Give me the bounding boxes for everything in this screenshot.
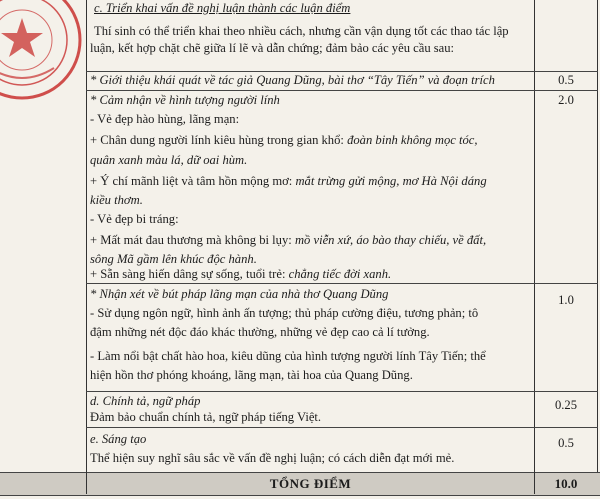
- ready-text: + Sẵn sàng hiến dâng sự sống, tuổi trẻ:: [90, 267, 289, 281]
- section-c-desc-line1: Thí sinh có thể triển khai theo nhiều cách, nhưng cần vận dụng tốt các thao tác lập: [94, 24, 509, 38]
- ready-line: [90, 267, 391, 282]
- section-d-title: d. Chính tả, ngữ pháp: [90, 394, 201, 408]
- heroic-beauty-line: - Vẻ đẹp hào hùng, lãng mạn:: [90, 112, 240, 126]
- style-point2-line2: hiện hồn thơ phóng khoáng, lãng mạn, tài hoa của Quang Dũng.: [90, 368, 413, 382]
- soldier-heading: * Cảm nhận về hình tượng người lính: [90, 93, 280, 107]
- total-divider-left: [86, 472, 87, 494]
- loss-line1: [90, 233, 486, 248]
- official-seal-icon: [0, 0, 85, 103]
- row-divider: [86, 71, 598, 72]
- portrait-text: + Chân dung người lính kiêu hùng trong gian khổ:: [90, 133, 348, 147]
- portrait-quote: đoàn binh không mọc tóc,: [347, 133, 478, 147]
- section-c-title: c. Triển khai vấn đề nghị luận thành các luận điểm: [94, 1, 351, 15]
- loss-quote: mồ viễn xứ, áo bào thay chiếu, về đất,: [294, 233, 487, 247]
- intro-score: 0.5: [558, 73, 574, 87]
- tragic-beauty-line: - Vẻ đẹp bi tráng:: [90, 212, 179, 226]
- row-divider: [86, 90, 598, 91]
- style-heading: * Nhận xét về bút pháp lãng mạn của nhà thơ Quang Dũng: [90, 287, 389, 301]
- style-point1-line2: đậm những nét độc đáo khác thường, những vẻ đẹp cao cả lí tưởng.: [90, 325, 430, 339]
- section-d-score: 0.25: [554, 398, 578, 412]
- portrait-quote-line2: quân xanh màu lá, dữ oai hùm.: [90, 153, 248, 167]
- style-point2-line1: - Làm nổi bật chất hào hoa, kiêu dũng của hình tượng người lính Tây Tiến; thể: [90, 349, 486, 363]
- total-value: 10.0: [554, 476, 578, 491]
- total-divider: [534, 472, 535, 494]
- section-c-desc-line2: luận, kết hợp chặt chẽ giữa lí lẽ và dẫn chứng; đảm bảo các yêu cầu sau:: [90, 41, 455, 55]
- section-d-desc: Đảm bảo chuẩn chính tả, ngữ pháp tiếng Việt.: [90, 410, 322, 424]
- section-e-title: e. Sáng tạo: [90, 432, 147, 446]
- will-text: + Ý chí mãnh liệt và tâm hồn mộng mơ:: [90, 174, 296, 188]
- will-line1: [90, 174, 487, 189]
- style-point1-line1: - Sử dụng ngôn ngữ, hình ảnh ấn tượng; thủ pháp cường điệu, tương phản; tô: [90, 306, 479, 320]
- row-divider: [86, 391, 598, 392]
- ready-quote: chẳng tiếc đời xanh.: [288, 267, 392, 281]
- loss-text: + Mất mát đau thương mà không bi lụy:: [90, 233, 295, 247]
- will-quote-line2: kiều thơm.: [90, 193, 143, 207]
- soldier-score: 2.0: [558, 93, 574, 107]
- row-divider: [86, 427, 598, 428]
- intro-criterion: * Giới thiệu khái quát về tác giả Quang Dũng, bài thơ “Tây Tiến” và đoạn trích: [90, 73, 495, 87]
- section-e-score: 0.5: [558, 436, 574, 450]
- total-label: TỔNG ĐIỂM: [269, 476, 352, 491]
- section-e-desc: Thể hiện suy nghĩ sâu sắc về vấn đề nghị luận; có cách diễn đạt mới mẻ.: [90, 451, 455, 465]
- will-quote: mắt trừng gửi mộng, mơ Hà Nội dáng: [295, 174, 487, 188]
- style-score: 1.0: [558, 293, 574, 307]
- portrait-line1: [90, 133, 478, 148]
- row-divider: [86, 283, 598, 284]
- loss-quote-line2: sông Mã gầm lên khúc độc hành.: [90, 252, 257, 266]
